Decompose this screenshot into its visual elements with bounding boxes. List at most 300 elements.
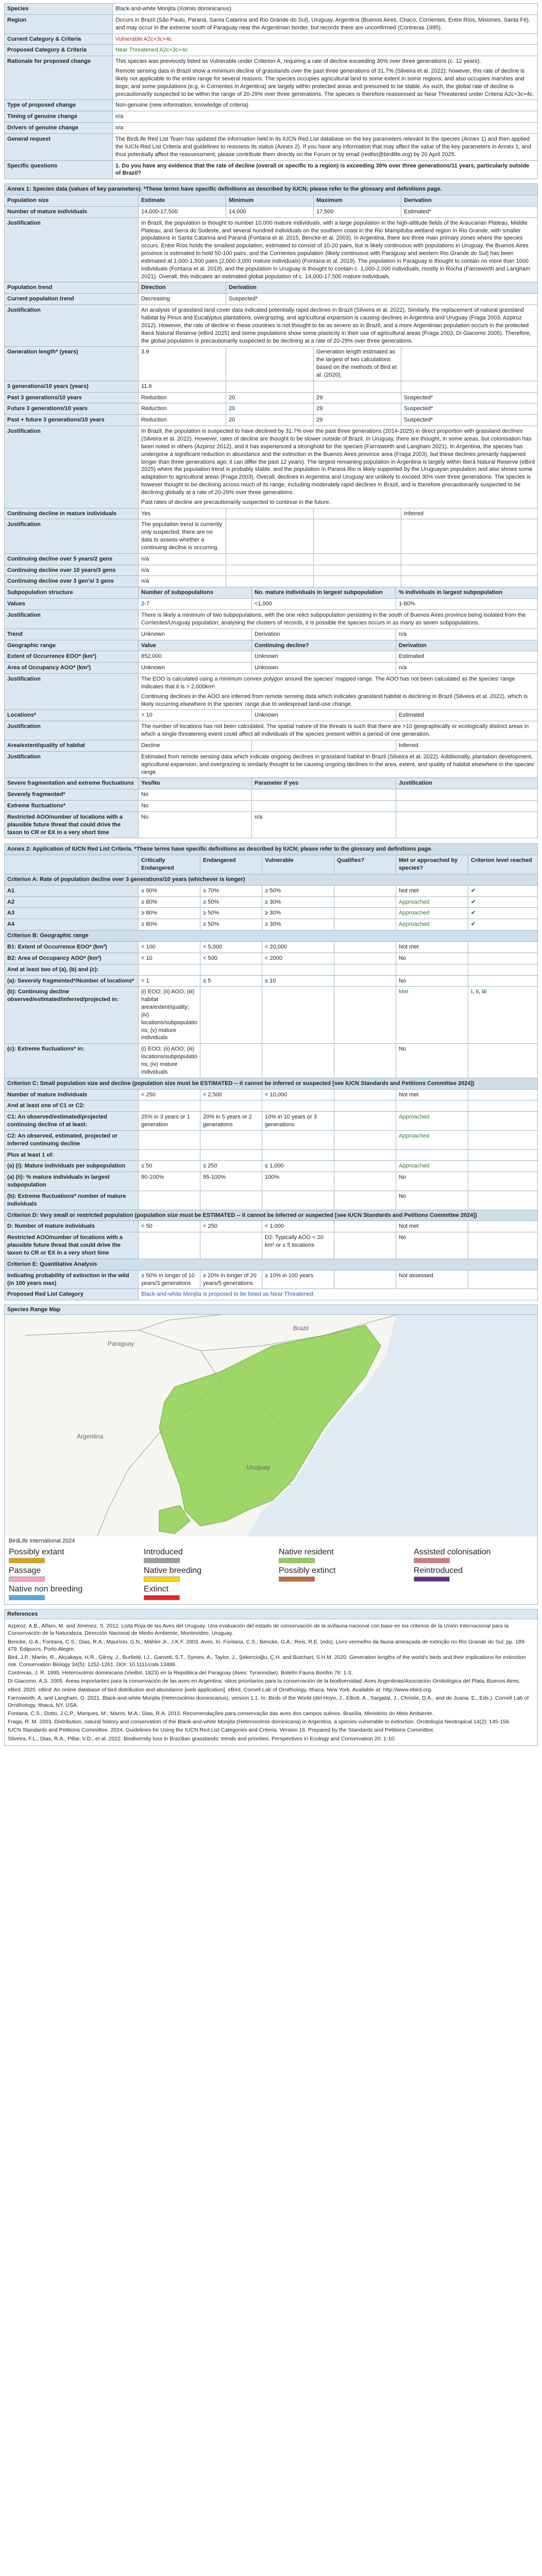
geo-row bbox=[5, 663, 538, 674]
legend-label: Reintroduced bbox=[414, 1566, 463, 1575]
proposed-value: Black-and-white Monjita is proposed to be listed as Near Threatened. bbox=[139, 1289, 538, 1300]
criterion-cell: D: Number of mature individuals bbox=[5, 1221, 139, 1232]
criterion-cell: ≥ 10% in 100 years bbox=[262, 1270, 334, 1289]
header-row bbox=[5, 33, 538, 45]
criterion-cell bbox=[262, 1191, 334, 1210]
annex2-title: Annex 2: Application of IUCN Red List Criteria. *These terms have specific definitions as described by IUCN; please refer to the glossary and definitions page. bbox=[5, 844, 538, 855]
range-map-svg bbox=[5, 1315, 537, 1536]
frag-cell bbox=[252, 801, 396, 812]
gen-cell: 29 bbox=[314, 403, 401, 415]
header-row bbox=[5, 14, 538, 33]
criterion-cell bbox=[468, 1161, 538, 1172]
frag-head-cell-0: Severe fragmentation and extreme fluctuations bbox=[5, 778, 139, 789]
criterion-cell: 95-100% bbox=[200, 1172, 262, 1191]
criterion-cell: ≤ 5 bbox=[200, 975, 262, 987]
criterion-cell: Met bbox=[396, 987, 468, 1044]
criterion-cell: 10% in 10 years or 3 generations bbox=[262, 1112, 334, 1131]
criterion-cell: ✔ bbox=[468, 896, 538, 908]
criterion-cell bbox=[468, 1172, 538, 1191]
change-label: Drivers of genuine change bbox=[5, 123, 113, 134]
legend-label: Native resident bbox=[279, 1548, 334, 1557]
gen-row bbox=[5, 415, 538, 426]
cont-cell: n/a bbox=[139, 576, 226, 587]
criterion-cell bbox=[334, 1149, 396, 1161]
criterion-cell: (b): Continuing decline observed/estimated/inferred/projected in: bbox=[5, 987, 139, 1044]
criterion-cell: ✔ bbox=[468, 885, 538, 896]
criterion-b-row bbox=[5, 953, 538, 964]
habitat-row bbox=[5, 740, 538, 751]
criterion-cell: (i) EOO; (ii) AOO; (iii) locations/subpopulations; (iv) mature individuals bbox=[139, 1044, 200, 1078]
geo-just-p1: The EOO is calculated using a minimum convex polygon around the species' mapped range. The AOO has not been calculated as the species' range indicates that it is > 2,000km². bbox=[141, 676, 515, 690]
gen-cell bbox=[314, 381, 401, 392]
subpop-justification: There is likely a minimum of two subpopulations, with the one relict subpopulation persisting in the south of Buenos Aires province being isolated from the Corrientes/Uruguay population; analysing the clusters of records, it is possible the species occurs in as many as seven subpopulations. bbox=[139, 610, 538, 629]
map-label-brazil: Brazil bbox=[293, 1325, 309, 1332]
gen-cell: Future 3 generations/10 years bbox=[5, 403, 139, 415]
criterion-cell: ≤ 1,000 bbox=[262, 1161, 334, 1172]
criterion-cell: ≥ 30% bbox=[262, 908, 334, 919]
gen-cell bbox=[401, 347, 538, 381]
geo-head-cell-1: Value bbox=[139, 640, 252, 651]
criterion-cell bbox=[139, 1130, 200, 1149]
criterion-cell bbox=[262, 964, 334, 975]
criterion-cell: Not met bbox=[396, 1221, 468, 1232]
cont-cell bbox=[314, 508, 401, 519]
subpop-unit-cell-3: n/a bbox=[396, 629, 538, 640]
legend-label: Assisted colonisation bbox=[414, 1548, 491, 1557]
cont-cell: Justification bbox=[5, 519, 139, 553]
criterion-b-row bbox=[5, 942, 538, 953]
criterion-cell bbox=[334, 908, 396, 919]
pop-head-cell-1: Estimate bbox=[139, 195, 226, 207]
general-text: The BirdLife Red List Team has updated the information held in its IUCN Red List database on the key parameters relevant to the species (Annex 1) and then applied the IUCN Red List Criteria and guidelines to reassess its status (Annex 2). If you have any information that may affect the value of the key parameters in Annex 1, and thus potentially affect the reassessment, please contribute them directly on the Forum or by email (redlist@birdlife.org) by 20 April 2025. bbox=[113, 133, 538, 160]
geo-justification bbox=[139, 674, 538, 710]
legend-label: Extinct bbox=[144, 1585, 169, 1594]
loc-just-label: Justification bbox=[5, 721, 139, 740]
legend-swatch bbox=[144, 1558, 180, 1563]
criterion-cell: Approached bbox=[396, 896, 468, 908]
criterion-cell: B1: Extent of Occurrence EOO* (km²) bbox=[5, 942, 139, 953]
header-value: Black-and-white Monjita (Xolmis dominicanus) bbox=[113, 4, 538, 15]
gen-cell: 29 bbox=[314, 392, 401, 403]
crit-a-title: Criterion A: Rate of population decline over 3 generations/10 years (whichever is longer) bbox=[5, 874, 538, 885]
gen-cell bbox=[226, 381, 314, 392]
annex1-table bbox=[4, 183, 538, 587]
criterion-cell: < 1,000 bbox=[262, 1221, 334, 1232]
pop-cell-3: 17,500 bbox=[314, 206, 401, 217]
reference-item: eBird. 2025. eBird: An online database of bird distribution and abundance [web application]. eBird, Cornell Lab of Ornithology, Ithaca, New York. Available at: http://www.ebird.org. bbox=[8, 1686, 433, 1693]
criterion-cell bbox=[468, 1191, 538, 1210]
cont-cell bbox=[314, 576, 401, 587]
frag-cell: n/a bbox=[252, 811, 396, 838]
criterion-b-row bbox=[5, 964, 538, 975]
map-box bbox=[4, 1304, 538, 1605]
gen-cell: Reduction bbox=[139, 392, 226, 403]
gen-cell: 20 bbox=[226, 403, 314, 415]
criterion-cell: ≥ 50% bbox=[200, 908, 262, 919]
change-label: Type of proposed change bbox=[5, 100, 113, 111]
criterion-c-row bbox=[5, 1100, 538, 1112]
cont-cell bbox=[401, 553, 538, 565]
cont-row bbox=[5, 553, 538, 565]
geo-cell: Estimated bbox=[396, 651, 538, 663]
criterion-cell: Restricted AOO/number of locations with a plausible future threat that could drive the taxon to CR or EX in a very short time bbox=[5, 1232, 139, 1259]
criterion-cell bbox=[334, 1112, 396, 1131]
loc-cell: Unknown bbox=[252, 710, 396, 721]
gen-cell: 20 bbox=[226, 392, 314, 403]
change-value: n/a bbox=[113, 111, 538, 123]
criterion-cell: And at least two of (a), (b) and (c): bbox=[5, 964, 139, 975]
crit-b-title: Criterion B: Geographic range bbox=[5, 930, 538, 942]
criterion-cell: ≥ 70% bbox=[200, 885, 262, 896]
pop-cell-2: 14,000 bbox=[226, 206, 314, 217]
criterion-cell bbox=[334, 1130, 396, 1149]
frag-cell: No bbox=[139, 811, 252, 838]
subpop-unit-cell-0: Trend bbox=[5, 629, 139, 640]
criterion-cell: i, ii, iii bbox=[468, 987, 538, 1044]
criterion-cell: Not met bbox=[396, 885, 468, 896]
criterion-cell: Indicating probability of extinction in the wild (in 100 years max) bbox=[5, 1270, 139, 1289]
gen-cell: 11.6 bbox=[139, 381, 226, 392]
criterion-cell bbox=[334, 953, 396, 964]
rationale-p1: This species was previously listed as Vulnerable under Criterion A, requiring a rate of decline exceeding 30% over three generations (c. 12 years). bbox=[115, 58, 481, 65]
trend-cell-1: Decreasing bbox=[139, 294, 226, 305]
criterion-cell: No bbox=[396, 975, 468, 987]
subpop-cell-1: 2-7 bbox=[139, 599, 252, 610]
cont-cell bbox=[226, 576, 314, 587]
legend-swatch bbox=[279, 1577, 315, 1582]
cont-cell bbox=[401, 576, 538, 587]
gen-just-label: Justification bbox=[5, 426, 139, 508]
criterion-a-row bbox=[5, 908, 538, 919]
frag-cell: Extreme fluctuations* bbox=[5, 801, 139, 812]
legend-swatch bbox=[9, 1577, 45, 1582]
gen-cell: 3 generations/10 years (years) bbox=[5, 381, 139, 392]
criterion-cell bbox=[334, 1044, 396, 1078]
cont-cell bbox=[226, 508, 314, 519]
specific-question-text: Do you have any evidence that the rate of decline (overall or specific to a region) is exceeding 30% over three generations/11 years, particularly outside of Brazil? bbox=[115, 162, 530, 177]
loc-cell: > 10 bbox=[139, 710, 252, 721]
criterion-cell: (a) (ii): % mature individuals in largest subpopulation bbox=[5, 1172, 139, 1191]
frag-cell: Severely fragmented* bbox=[5, 789, 139, 801]
cont-cell: Inferred bbox=[401, 508, 538, 519]
criterion-cell bbox=[468, 1044, 538, 1078]
trend-head-cell-1: Direction bbox=[139, 282, 226, 294]
criterion-cell bbox=[334, 987, 396, 1044]
legend-swatch bbox=[144, 1595, 180, 1600]
reference-item: Fraga, R. M. 2003. Distribution, natural history and conservation of the Black-and-white Monjita (Heteroxolmis dominicana) in Argentina, a species vulnerable to extinction. Ornitología Neotropical 14(2): 145-156. bbox=[8, 1719, 511, 1725]
criterion-cell: A3 bbox=[5, 908, 139, 919]
gen-just-p1: In Brazil, the population is suspected to have declined by 31.7% over the past three generations (2014-2025) in direct proportion with grassland declines (Silveira et al. 2022). However, rates of decline are thought to be slower outside of Brazil. In Uruguay, there are thought, in some areas, but colonisation has been noted in others (Azpiroz 2012), and it has experienced a stronghold for the species (Farnsworth and Langham 2021). In Argentina, the species has undergone a significant reduction in abundance and the extinction in the Buenos Aires province area (Fraga 2003), but these declines primarily happened longer than three generations ago; it can differ the past 12 years). The largest remaining population in Argentina is largely within Iberá Natural Reserve (eBird 2025) where the population trend is probably stable, and the population in Paraná Rio is likely supported by the Uruguayan population and also shows some adaptation to agricultural areas (Fraga 2003). Overall, declines in Argentina and Uruguay are unlikely to exceed 30% over three generations. The species is however thought to be declining across much of its range, including moderately rapid declines in Brazil, and is therefore precautionarily suspected to be declining globally at a rate of 20-29% over three generations. bbox=[141, 428, 535, 496]
frag-head-cell-3: Justification bbox=[396, 778, 538, 789]
range-map[interactable] bbox=[5, 1315, 537, 1536]
cont-cell: Continuing decline over 10 years/3 gens bbox=[5, 565, 139, 576]
loc-cell: Estimated bbox=[396, 710, 538, 721]
criterion-cell: No bbox=[396, 1232, 468, 1259]
criterion-cell: Approached bbox=[396, 1130, 468, 1149]
criterion-cell bbox=[334, 919, 396, 930]
criterion-b-row bbox=[5, 975, 538, 987]
criterion-cell bbox=[468, 1130, 538, 1149]
criterion-cell bbox=[396, 1149, 468, 1161]
geo-just-p2: Continuing declines in the AOO are inferred from remote sensing data which indicates grassland habitat is declining in Brazil (Silveira et al. 2022), which is likely occurring elsewhere in the species' range due to widespread land-use change. bbox=[141, 693, 528, 707]
subpop-table bbox=[4, 587, 538, 838]
frag-cell: Restricted AOO/number of locations with a plausible future threat that could drive the taxon to CR or EX in a very short time bbox=[5, 811, 139, 838]
map-credit: BirdLife International 2024 bbox=[9, 1538, 75, 1545]
geo-cell: Unknown bbox=[252, 663, 396, 674]
criterion-cell bbox=[468, 1149, 538, 1161]
gen-cell: Past 3 generations/10 years bbox=[5, 392, 139, 403]
criterion-cell bbox=[139, 964, 200, 975]
legend-label: Native breeding bbox=[144, 1566, 202, 1575]
crit-d-title: Criterion D: Very small or restricted population (population size must be ESTIMATED -- it cannot be inferred or suspected [see IUCN Standards and Petitions Committee 2024]) bbox=[5, 1210, 538, 1221]
subpop-unit-cell-1: Unknown bbox=[139, 629, 252, 640]
header-label: Region bbox=[5, 14, 113, 33]
gen-cell: Reduction bbox=[139, 415, 226, 426]
header-value: Occurs in Brazil (São Paulo, Paraná, Santa Catarina and Rio Grande do Sul), Uruguay, Argentina (Buenos Aires, Chaco, Corrientes, Entre Ríos, Misiones, Santa Fé), and may occur in the extreme south of Paraguay near the Argentinian border, but records there are unconfirmed (Contreras 1995). bbox=[113, 14, 538, 33]
rationale-p2: Remote sensing data in Brazil show a minimum decline of grasslands over the past three generations of 31.7% (Silveira et al. 2022); however, this rate of decline is likely not applicable to the entire range for several reasons. The species occupies agricultural land to some extent in some regions, and also occupies marshes and bogs; and some populations (e.g. in Corrientes in Argentina) are largely within protected areas and presumed to be stable. As such, the global rate of decline is precautionarily suspected to be within the range of 20-29% over three generations. The species is therefore reassessed as Near Threatened under Criteria A2c+3c+4c. bbox=[115, 68, 534, 97]
legend-item bbox=[144, 1585, 263, 1600]
legend-label: Possibly extant bbox=[9, 1548, 64, 1557]
gen-row bbox=[5, 403, 538, 415]
criterion-c-row bbox=[5, 1161, 538, 1172]
criterion-a-row bbox=[5, 919, 538, 930]
pop-cell-4: Estimated* bbox=[401, 206, 538, 217]
criterion-cell bbox=[200, 1232, 262, 1259]
subpop-just-label: Justification bbox=[5, 610, 139, 629]
cont-row bbox=[5, 576, 538, 587]
geo-cell: Unknown bbox=[139, 663, 252, 674]
header-table bbox=[4, 3, 538, 179]
criterion-cell: Not met bbox=[396, 942, 468, 953]
a2-head-cell-2: Endangered bbox=[200, 855, 262, 874]
criterion-cell bbox=[334, 1191, 396, 1210]
trend-head-cell-2: Derivation bbox=[226, 282, 538, 294]
criterion-cell: A2 bbox=[5, 896, 139, 908]
trend-cell-2: Suspected* bbox=[226, 294, 538, 305]
map-legend bbox=[5, 1546, 537, 1604]
geo-cell: n/a bbox=[396, 663, 538, 674]
a2-head-cell-6: Criterion level reached bbox=[468, 855, 538, 874]
specific-label: Specific questions bbox=[5, 160, 113, 179]
trend-cell-0: Current population trend bbox=[5, 294, 139, 305]
gen-cell: 29 bbox=[314, 415, 401, 426]
criterion-b-row bbox=[5, 987, 538, 1044]
gen-row bbox=[5, 392, 538, 403]
criterion-cell bbox=[262, 1130, 334, 1149]
criterion-cell bbox=[396, 1100, 468, 1112]
geo-just-label: Justification bbox=[5, 674, 139, 710]
criterion-cell bbox=[468, 975, 538, 987]
cont-cell bbox=[401, 565, 538, 576]
criterion-cell bbox=[468, 1089, 538, 1100]
frag-cell bbox=[396, 811, 538, 838]
cont-cell bbox=[314, 553, 401, 565]
criterion-cell bbox=[334, 942, 396, 953]
legend-label: Possibly extinct bbox=[279, 1566, 336, 1575]
criterion-cell: A4 bbox=[5, 919, 139, 930]
gen-cell bbox=[401, 381, 538, 392]
habitat-cell: Area/extent/quality of habitat bbox=[5, 740, 139, 751]
geo-row bbox=[5, 651, 538, 663]
cont-cell: Continuing decline over 3 gen's/ 3 gens bbox=[5, 576, 139, 587]
criterion-d-row bbox=[5, 1232, 538, 1259]
legend-item bbox=[144, 1548, 263, 1563]
geo-cell: Area of Occupancy AOO* (km²) bbox=[5, 663, 139, 674]
subpop-unit-cell-2: Derivation bbox=[252, 629, 396, 640]
a2-head-cell-4: Qualifies? bbox=[334, 855, 396, 874]
criterion-cell bbox=[139, 1191, 200, 1210]
criterion-cell: Not met bbox=[396, 1089, 468, 1100]
criterion-cell: < 10 bbox=[139, 953, 200, 964]
criterion-cell: (i) EOO; (ii) AOO; (iii) habitat area/extent/quality; (iv) locations/subpopulations; (v) mature individuals bbox=[139, 987, 200, 1044]
legend-swatch bbox=[144, 1577, 180, 1582]
header-value: Vulnerable A2c+3c+4c bbox=[113, 33, 538, 45]
criterion-cell: ≤ 50 bbox=[139, 1161, 200, 1172]
gen-cell: 3.9 bbox=[139, 347, 226, 381]
legend-item bbox=[9, 1548, 128, 1563]
loc-cell: Locations* bbox=[5, 710, 139, 721]
reference-item: Di Giacomo, A.S. 2005. Áreas importantes para la conservación de las aves en Argentina: sitios prioritarios para la conservación de la biodiversidad. Aves Argentinas/Asociación Ornitológica del Plata, Buenos Aires. bbox=[8, 1678, 520, 1685]
criterion-cell: And at least one of C1 or C2: bbox=[5, 1100, 139, 1112]
criterion-cell: ≥ 20% in longer of 20 years/5 generations bbox=[200, 1270, 262, 1289]
criterion-cell bbox=[334, 975, 396, 987]
trend-justification: An analysis of grassland land cover data indicated potentially rapid declines in Brazil (Silveira et al. 2022). Similarly, the replacement of natural grassland habitat by Pinus and Eucalyptus plantations, overgrazing, and agricultural expansion is causing declines in Argentina and Uruguay (Fraga 2003, Azpiroz 2012). However, the rate of decline in these countries is not thought to be as severe as in Brazil, and a more Argentinian population occurs in the protected Iberá Natural Reserve (eBird 2025) and some populations show some plasticity in their use of agricultural areas (Fraga 2003, Di Giacomo 2005). Therefore, the global population is precautionarily suspected to be declining at a rate of 20-29% over three generations. bbox=[139, 305, 538, 347]
legend-item bbox=[414, 1548, 533, 1563]
criterion-cell bbox=[334, 1221, 396, 1232]
hab-just-label: Justification bbox=[5, 751, 139, 778]
criterion-cell bbox=[139, 1100, 200, 1112]
criterion-cell bbox=[396, 964, 468, 975]
reference-item: IUCN Standards and Petitions Committee. 2024. Guidelines for Using the IUCN Red List Categories and Criteria. Version 16. Prepared by the Standards and Petitions Committee. bbox=[8, 1727, 435, 1734]
criterion-cell: < 250 bbox=[139, 1089, 200, 1100]
a2-head-cell-5: Met or approached by species? bbox=[396, 855, 468, 874]
trend-head-cell-0: Population trend bbox=[5, 282, 139, 294]
reference-item: Contreras, J. R. 1995. Heteroxolmis dominicana (Vieillot, 1823) en la República del Paraguay (Aves: Tyrannidae). Boletín Fauna Bonfim 76: 1-3. bbox=[8, 1670, 353, 1676]
criterion-cell: 90-100% bbox=[139, 1172, 200, 1191]
frag-head-cell-2: Parameter if yes bbox=[252, 778, 396, 789]
criterion-a-row bbox=[5, 896, 538, 908]
header-label: Species bbox=[5, 4, 113, 15]
criterion-cell: < 10,000 bbox=[262, 1089, 334, 1100]
hab-justification: Estimated from remote sensing data which indicate ongoing declines in grassland habitat in Brazil (Silveira et al. 2022). Additionally, plantation development, agricultural expansion, and overgrazing is similarly thought to be causing ongoing declines in the area, extent, and quality of habitat elsewhere in the species' range. bbox=[139, 751, 538, 778]
legend-label: Native non breeding bbox=[9, 1585, 83, 1594]
criterion-cell bbox=[468, 1112, 538, 1131]
pop-head-cell-4: Derivation bbox=[401, 195, 538, 207]
criterion-c-row bbox=[5, 1191, 538, 1210]
criterion-cell: ≥ 30% bbox=[262, 896, 334, 908]
map-label-uruguay: Uruguay bbox=[247, 1464, 270, 1471]
reference-item: Bencke, G.A.; Fontana, C.S.; Dias, R.A.; Maurício, G.N.; Mähler Jr., J.K.F. 2003. Aves. In: Fontana, C.S.; Bencke, G.A.; Reis, R.E. (eds), Livro vermelho da fauna ameaçada de extinção no Rio Grande do Sul, pp. 189-479. Edipucrs, Porto Alegre. bbox=[8, 1638, 526, 1652]
criterion-c-row bbox=[5, 1112, 538, 1131]
criterion-c-row bbox=[5, 1089, 538, 1100]
criterion-cell bbox=[334, 1232, 396, 1259]
gen-justification bbox=[139, 426, 538, 508]
references-title: References bbox=[5, 1609, 537, 1619]
gen-cell: 20 bbox=[226, 415, 314, 426]
subpop-cell-0: Values bbox=[5, 599, 139, 610]
pop-head-cell-3: Maximum bbox=[314, 195, 401, 207]
criterion-cell bbox=[334, 964, 396, 975]
criterion-cell bbox=[468, 1221, 538, 1232]
frag-head-cell-1: Yes/No bbox=[139, 778, 252, 789]
criterion-cell bbox=[468, 1232, 538, 1259]
criterion-cell: < 2,500 bbox=[200, 1089, 262, 1100]
cont-row bbox=[5, 508, 538, 519]
gen-cell: Suspected* bbox=[401, 392, 538, 403]
geo-head-cell-2: Continuing decline? bbox=[252, 640, 396, 651]
criterion-cell: (b): Extreme fluctuations* number of mature individuals bbox=[5, 1191, 139, 1210]
subpop-head-cell-0: Subpopulation structure bbox=[5, 587, 139, 599]
criterion-cell bbox=[468, 953, 538, 964]
map-label-argentina: Argentina bbox=[77, 1433, 104, 1440]
annex2-table bbox=[4, 843, 538, 1300]
criterion-cell: D2: Typically AOO < 20 km² or ≤ 5 locations bbox=[262, 1232, 334, 1259]
criterion-cell: Not assessed bbox=[396, 1270, 468, 1289]
criterion-cell: (a) (i): Mature individuals per subpopulation bbox=[5, 1161, 139, 1172]
cont-cell: Yes bbox=[139, 508, 226, 519]
criterion-cell: C1: An observed/estimated/projected continuing decline of at least: bbox=[5, 1112, 139, 1131]
legend-label: Introduced bbox=[144, 1548, 183, 1557]
frag-row bbox=[5, 789, 538, 801]
criterion-cell: < 50 bbox=[139, 1221, 200, 1232]
frag-row bbox=[5, 801, 538, 812]
geo-cell: Unknown bbox=[252, 651, 396, 663]
criterion-cell bbox=[200, 964, 262, 975]
criterion-b-row bbox=[5, 1044, 538, 1078]
criterion-cell: ≥ 50% bbox=[262, 885, 334, 896]
criterion-cell: ≥ 90% bbox=[139, 885, 200, 896]
header-value: Near Threatened A2c+3c+4c bbox=[113, 45, 538, 56]
legend-item bbox=[414, 1566, 533, 1582]
criterion-cell: (a): Severely fragmented*/Number of locations* bbox=[5, 975, 139, 987]
criterion-cell bbox=[468, 942, 538, 953]
gen-cell: Reduction bbox=[139, 403, 226, 415]
header-label: Proposed Category & Criteria bbox=[5, 45, 113, 56]
subpop-head-cell-2: No. mature individuals in largest subpopulation bbox=[252, 587, 396, 599]
rationale-text bbox=[113, 56, 538, 100]
reference-item: Azpiroz, A.B., Alfaro, M. and Jiménez, S. 2012. Lista Roja de las Aves del Uruguay. Una evaluación del estado de conservación de la avifauna nacional con base en los criterios de la Unión Internacional para la Conservación de la Naturaleza. Dirección Nacional de Medio Ambiente, Montevideo, Uruguay. bbox=[8, 1623, 509, 1637]
a2-head-cell-3: Vulnerable bbox=[262, 855, 334, 874]
criterion-cell bbox=[468, 964, 538, 975]
change-row bbox=[5, 100, 538, 111]
legend-item bbox=[9, 1566, 128, 1582]
criterion-cell bbox=[334, 1100, 396, 1112]
criterion-cell bbox=[200, 1149, 262, 1161]
pop-head-cell-0: Population size bbox=[5, 195, 139, 207]
gen-just-p2: Past rates of decline are precautionarily suspected to continue in the future. bbox=[141, 499, 331, 505]
legend-swatch bbox=[414, 1558, 450, 1563]
references-list bbox=[5, 1619, 537, 1745]
criterion-cell: < 20,000 bbox=[262, 942, 334, 953]
cont-cell bbox=[226, 519, 314, 553]
criterion-cell: Plus at least 1 of: bbox=[5, 1149, 139, 1161]
cont-cell bbox=[314, 519, 401, 553]
geo-head-cell-0: Geographic range bbox=[5, 640, 139, 651]
criterion-cell: C2: An observed, estimated, projected or inferred continuing decline bbox=[5, 1130, 139, 1149]
criterion-c-row bbox=[5, 1172, 538, 1191]
cont-cell: The population trend is currently only suspected; there are no data to assess whether a continuing decline is occurring. bbox=[139, 519, 226, 553]
reference-item: Silveira, F.L., Dias, R.A., Pillar, V.D., et al. 2022. Biodiversity loss in Brazilian grasslands: trends and priorities. Perspectives in Ecology and Conservation 20: 1-10. bbox=[8, 1735, 396, 1742]
criterion-a-row bbox=[5, 885, 538, 896]
criterion-cell: ≥ 80% bbox=[139, 919, 200, 930]
reference-item: Fontana, C.S.; Dotto, J.C.P.; Marques, M.; Marini, M.A.; Dias, R.A. 2015. Recomendações para conservação das aves dos campos sulinos. Brasília, Ministério do Meio Ambiente. bbox=[8, 1710, 434, 1717]
criterion-cell: A1 bbox=[5, 885, 139, 896]
pop-cell-0: Number of mature individuals bbox=[5, 206, 139, 217]
subpop-head-cell-3: % individuals in largest subpopulation bbox=[396, 587, 538, 599]
legend-item bbox=[279, 1548, 398, 1563]
header-label: Current Category & Criteria bbox=[5, 33, 113, 45]
criterion-cell: ✔ bbox=[468, 908, 538, 919]
